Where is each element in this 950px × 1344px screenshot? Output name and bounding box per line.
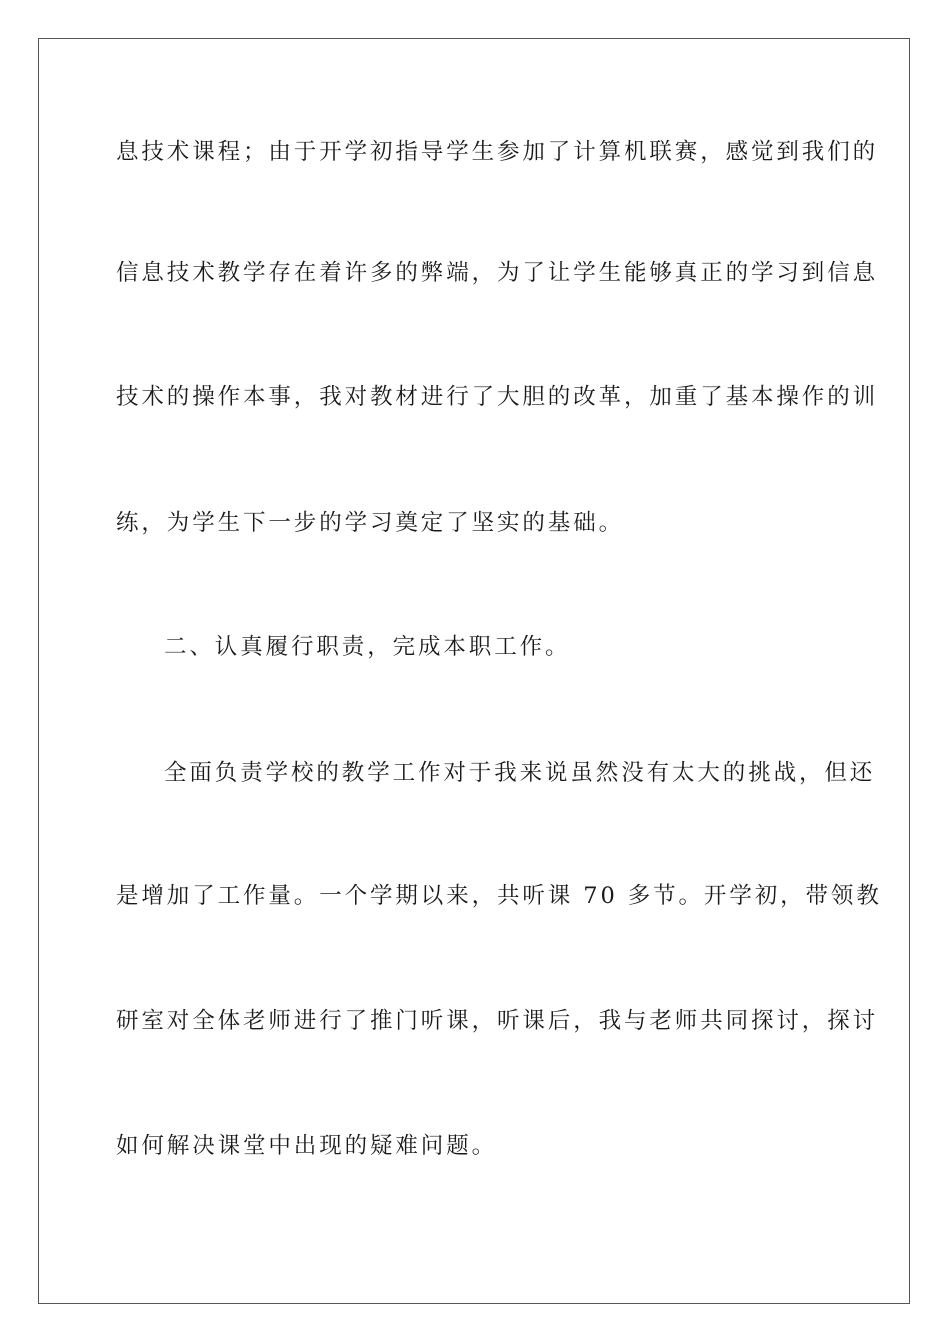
page-border <box>38 38 910 1304</box>
section-heading: 二、认真履行职责，完成本职工作。 <box>164 634 571 660</box>
body-text-line-4: 练，为学生下一步的学习奠定了坚实的基础。 <box>116 510 625 536</box>
body-text-line-8: 如何解决课堂中出现的疑难问题。 <box>116 1133 498 1159</box>
body-text-line-7: 研室对全体老师进行了推门听课，听课后，我与老师共同探讨，探讨 <box>116 1008 879 1034</box>
body-text-line-5: 全面负责学校的教学工作对于我来说虽然没有太大的挑战，但还 <box>164 760 876 786</box>
body-text-line-2: 信息技术教学存在着许多的弊端，为了让学生能够真正的学习到信息 <box>116 260 879 286</box>
body-text-line-1: 息技术课程；由于开学初指导学生参加了计算机联赛，感觉到我们的 <box>116 139 879 165</box>
body-text-line-3: 技术的操作本事，我对教材进行了大胆的改革，加重了基本操作的训 <box>116 384 879 410</box>
body-text-line-6: 是增加了工作量。一个学期以来，共听课 70 多节。开学初，带领教 <box>116 883 882 909</box>
